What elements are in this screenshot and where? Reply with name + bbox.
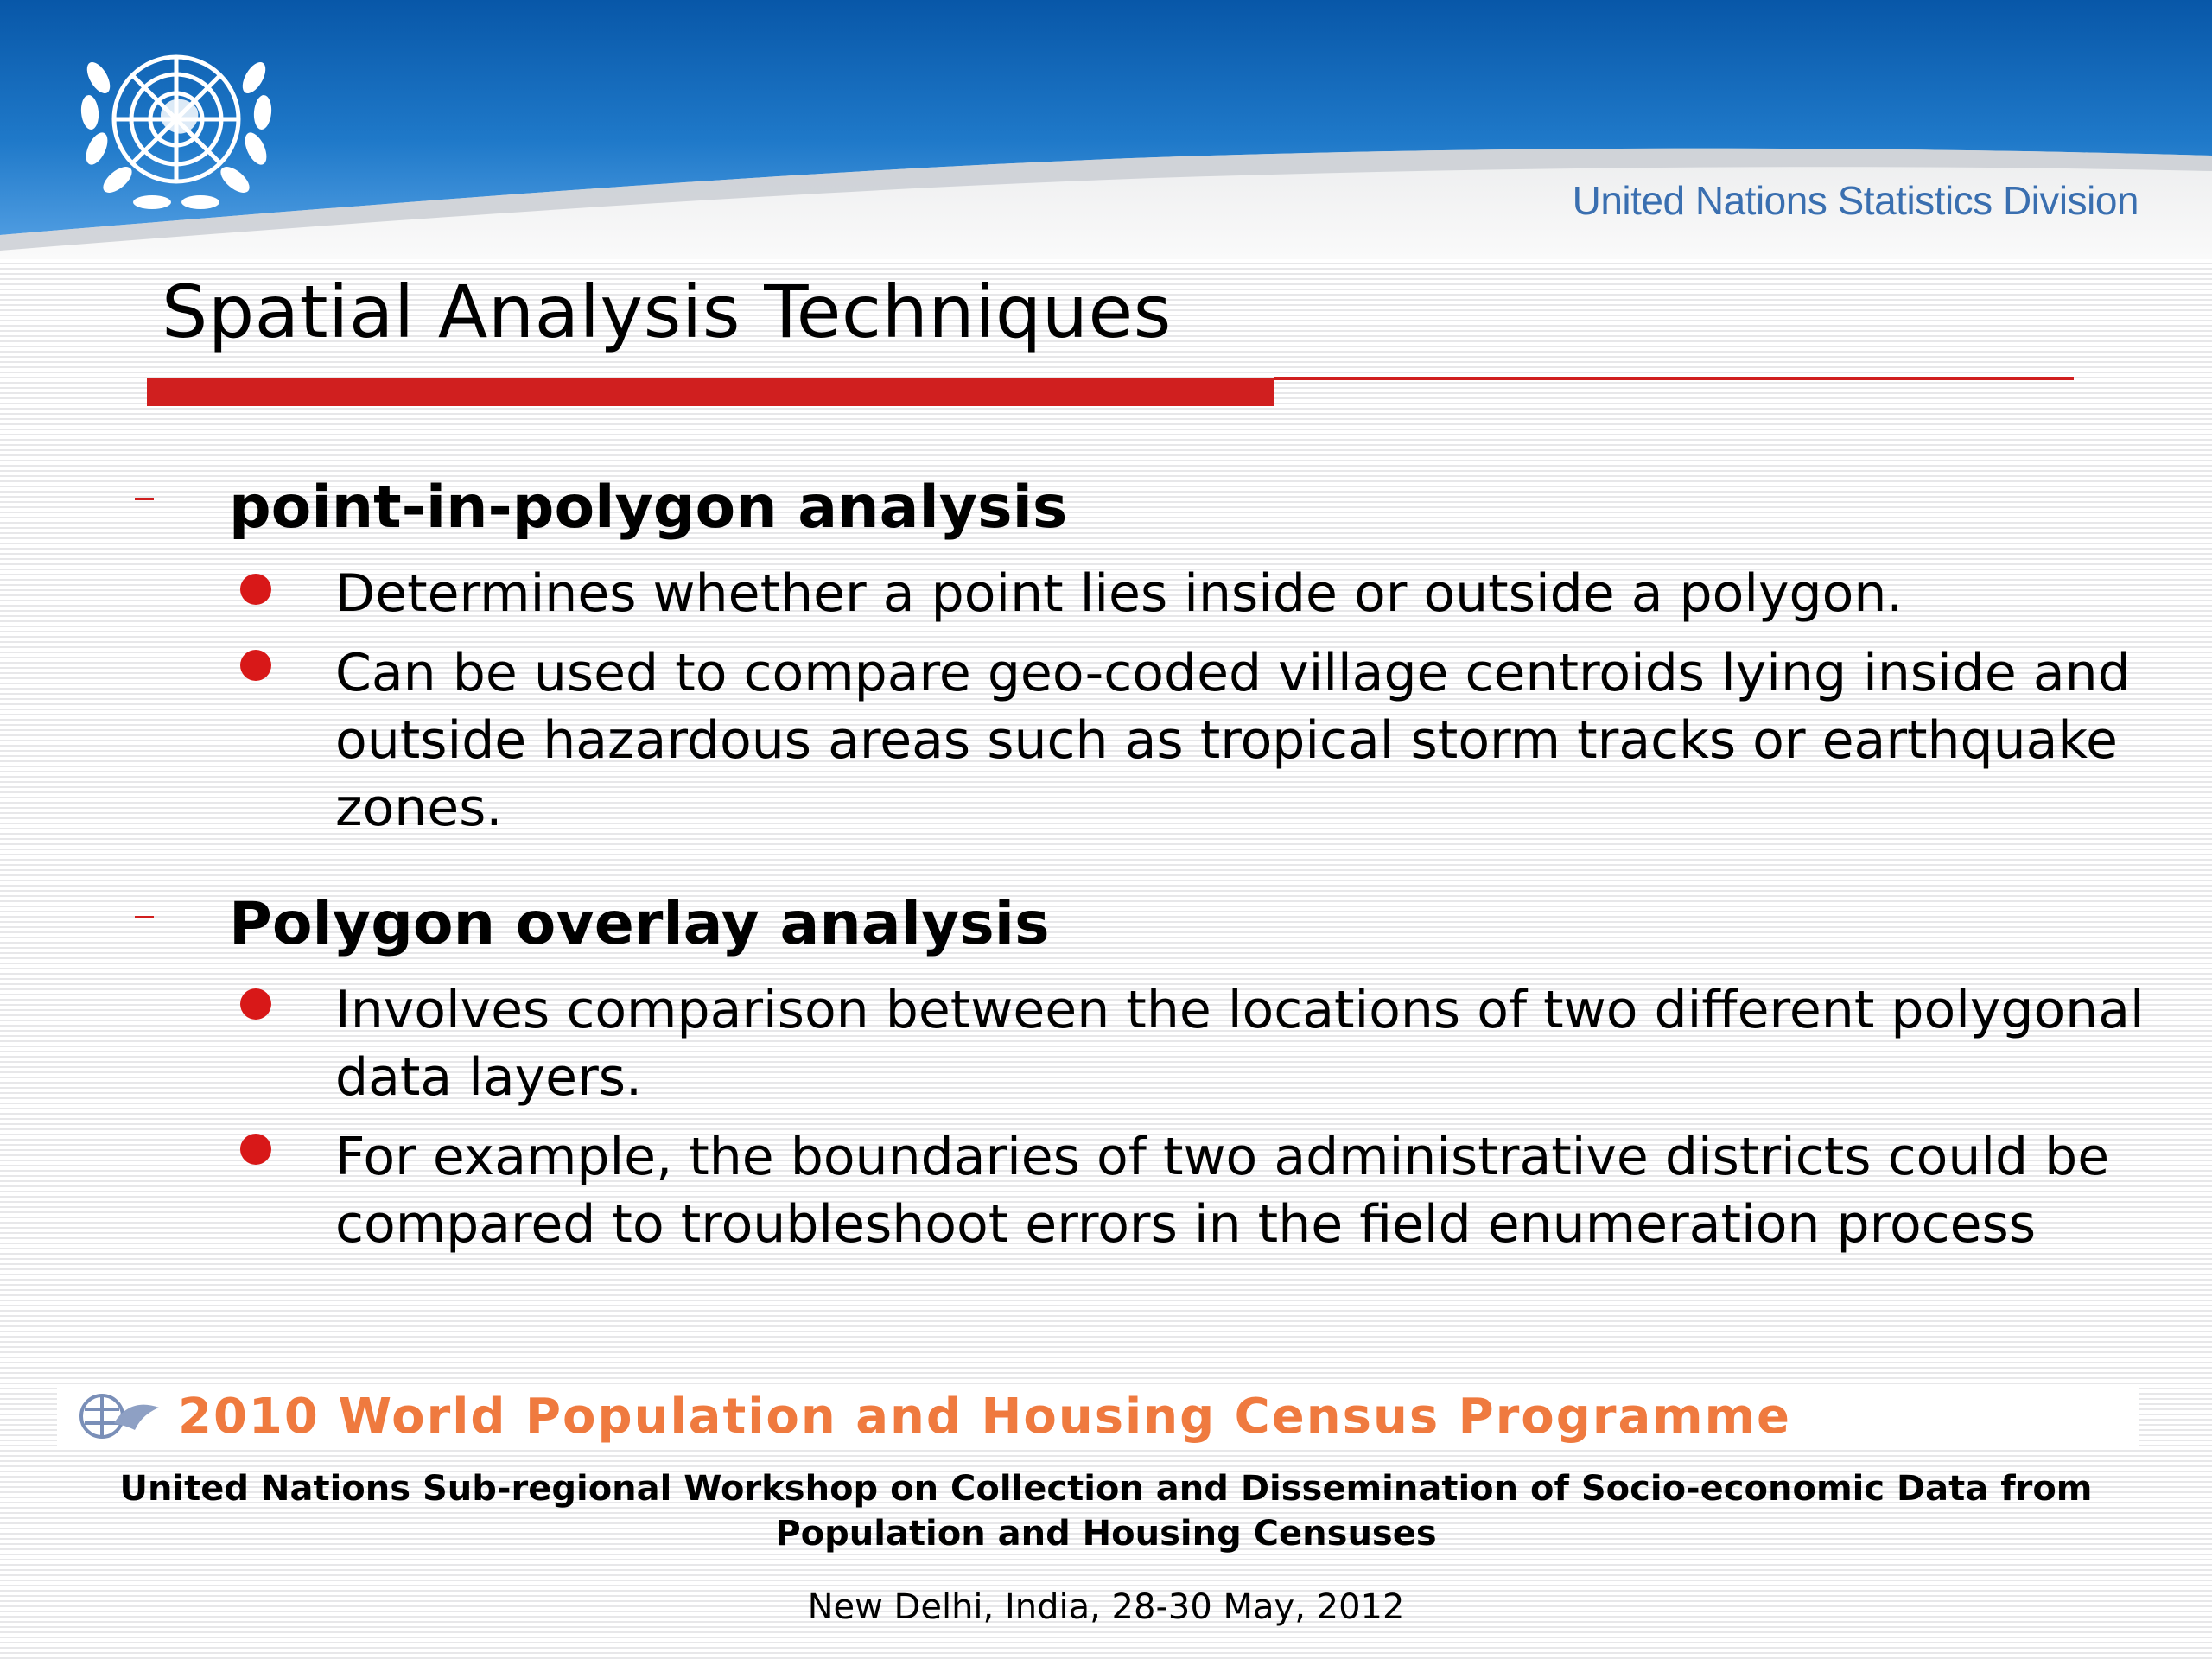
list-item: Involves comparison between the locations of two different polygonal data layers. — [335, 980, 2145, 1108]
list-item: Determines whether a point lies inside or outside a polygon. — [335, 563, 1904, 624]
programme-banner — [57, 1387, 2139, 1449]
slide-title: Spatial Analysis Techniques — [162, 270, 1172, 354]
bullet-icon — [240, 574, 271, 605]
title-underline-thin — [1274, 377, 2074, 380]
section-dash — [135, 916, 154, 918]
un-emblem-icon — [67, 26, 285, 218]
workshop-title — [0, 1466, 2212, 1556]
bullet-icon — [240, 1134, 271, 1165]
section-heading: point-in-polygon analysis — [229, 474, 1068, 542]
title-underline-thick — [147, 378, 1274, 406]
header-banner — [0, 0, 2212, 259]
organization-name: United Nations Statistics Division — [1572, 178, 2139, 223]
bullet-icon — [240, 988, 271, 1020]
venue-date: New Delhi, India, 28-30 May, 2012 — [807, 1587, 1405, 1627]
programme-title: 2010 World Population and Housing Census Programme — [178, 1389, 1791, 1445]
section-heading: Polygon overlay analysis — [229, 890, 1050, 958]
section-dash — [135, 498, 154, 500]
census-programme-logo-icon — [73, 1389, 168, 1444]
list-item: For example, the boundaries of two administrative districts could be compared to troubleshoot errors in the field enumeration process — [335, 1127, 2110, 1255]
list-item: Can be used to compare geo-coded village centroids lying inside and outside hazardous areas such as tropical storm tracks or earthquake zones. — [335, 643, 2131, 838]
workshop-line-1: United Nations Sub-regional Workshop on Collection and Dissemination of Socio-economic Data from — [119, 1469, 2093, 1509]
workshop-line-2: Population and Housing Censuses — [775, 1514, 1437, 1554]
bullet-icon — [240, 650, 271, 681]
